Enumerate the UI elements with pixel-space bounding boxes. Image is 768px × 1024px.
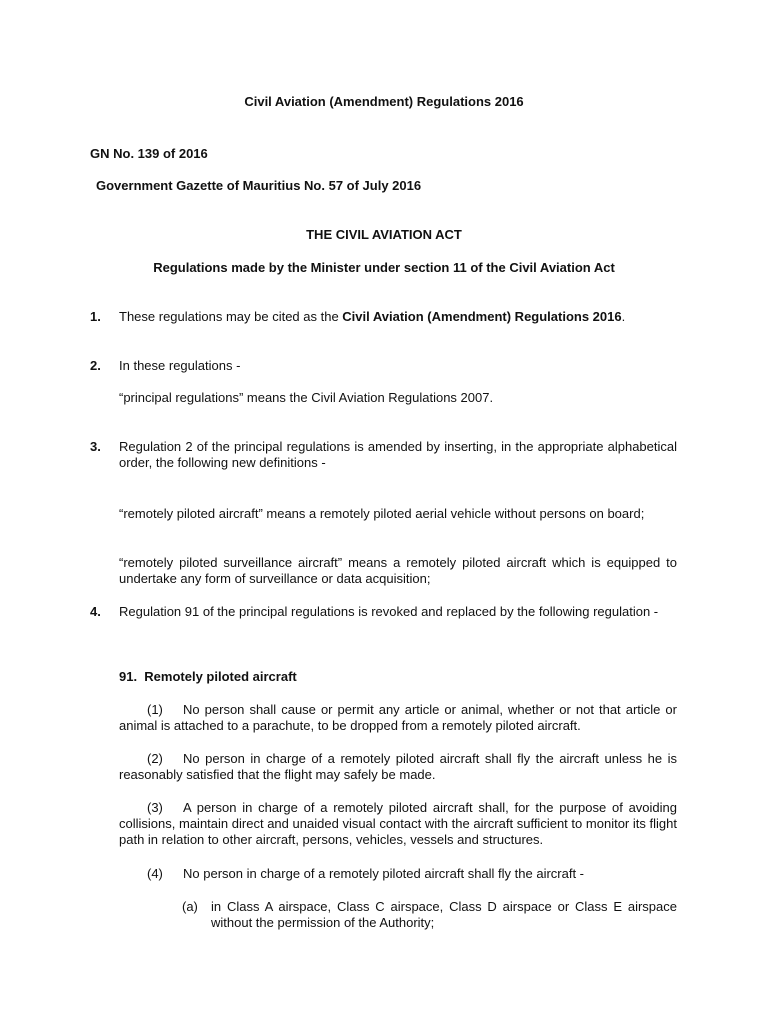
- section-1-text-before: These regulations may be cited as the: [119, 309, 343, 324]
- section-4-number: 4.: [90, 604, 101, 619]
- regulation-91-heading: 91. Remotely piloted aircraft: [119, 669, 297, 684]
- paragraph-2-label: (2): [147, 751, 163, 766]
- act-heading: THE CIVIL AVIATION ACT: [306, 227, 462, 242]
- gn-number: GN No. 139 of 2016: [90, 146, 208, 161]
- subparagraph-a-text: in Class A airspace, Class C airspace, Class D airspace or Class E airspace without the permission of the Authority;: [211, 899, 677, 930]
- paragraph-1-label: (1): [147, 702, 163, 717]
- paragraph-4-text: No person in charge of a remotely piloted aircraft shall fly the aircraft -: [183, 866, 585, 881]
- section-1-text-after: .: [621, 309, 626, 324]
- gazette-reference: Government Gazette of Mauritius No. 57 of July 2016: [96, 178, 422, 193]
- regulation-91-paragraph-1: [119, 702, 677, 734]
- section-1-number: 1.: [90, 309, 101, 324]
- section-1-citation: Civil Aviation (Amendment) Regulations 2016: [342, 309, 622, 324]
- section-2-text: In these regulations -: [119, 358, 241, 373]
- section-1-text: [119, 309, 677, 325]
- paragraph-1-text: No person shall cause or permit any article or animal, whether or not that article or animal is attached to a parachute, to be dropped from a remotely piloted aircraft.: [119, 702, 677, 733]
- regulation-91-paragraph-4: [119, 866, 677, 882]
- section-4-text: Regulation 91 of the principal regulations is revoked and replaced by the following regulation -: [119, 604, 659, 619]
- section-3-definition-2: “remotely piloted surveillance aircraft” means a remotely piloted aircraft which is equipped to undertake any form of surveillance or data acquisition;: [119, 555, 677, 586]
- section-2-definition: “principal regulations” means the Civil Aviation Regulations 2007.: [119, 390, 494, 405]
- section-3-text: Regulation 2 of the principal regulations is amended by inserting, in the appropriate alphabetical order, the following new definitions -: [119, 439, 677, 470]
- section-3-number: 3.: [90, 439, 101, 454]
- paragraph-4-label: (4): [147, 866, 163, 881]
- paragraph-2-text: No person in charge of a remotely piloted aircraft shall fly the aircraft unless he is reasonably satisfied that the flight may safely be made.: [119, 751, 677, 782]
- document-title: Civil Aviation (Amendment) Regulations 2016: [244, 94, 524, 109]
- paragraph-3-label: (3): [147, 800, 163, 815]
- regulation-91-paragraph-3: [119, 800, 677, 848]
- regulations-subheading: Regulations made by the Minister under section 11 of the Civil Aviation Act: [153, 260, 615, 275]
- section-3-definition-1: “remotely piloted aircraft” means a remotely piloted aerial vehicle without persons on board;: [119, 506, 645, 521]
- paragraph-3-text: A person in charge of a remotely piloted aircraft shall, for the purpose of avoiding collisions, maintain direct and unaided visual contact with the aircraft sufficient to monitor its flight path in relation to other aircraft, persons, vehicles, vessels and structures.: [119, 800, 677, 847]
- subparagraph-a-label: (a): [182, 899, 198, 914]
- regulation-91-paragraph-2: [119, 751, 677, 783]
- section-2-number: 2.: [90, 358, 101, 373]
